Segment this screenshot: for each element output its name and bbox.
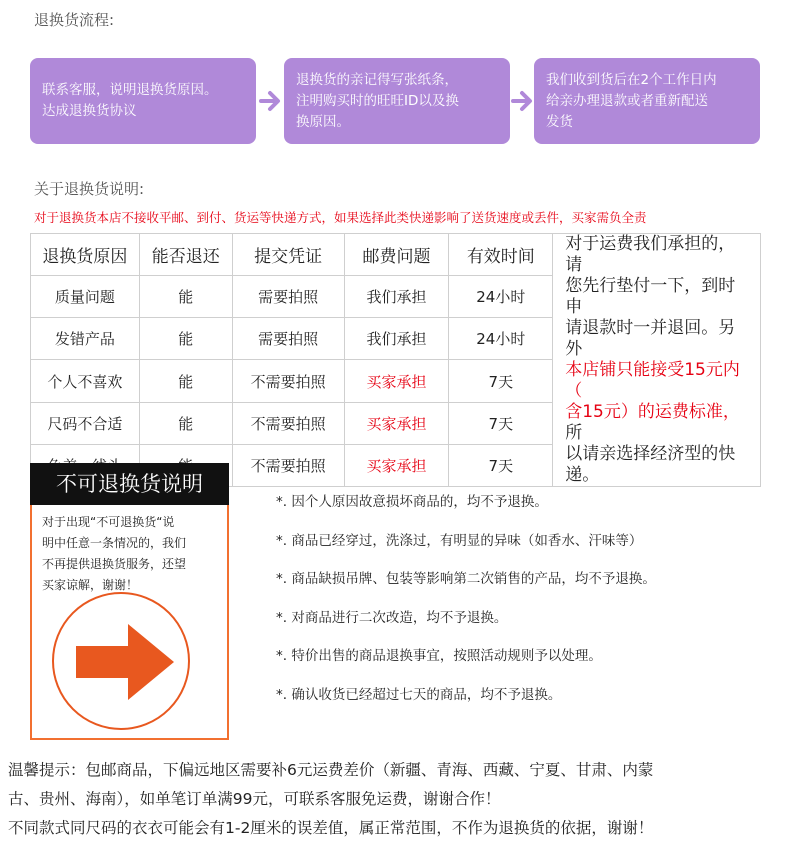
table-cell: 质量问题	[31, 276, 140, 318]
return-policy-table	[30, 233, 761, 487]
shipping-notice: 对于退换货本店不接收平邮、到付、货运等快递方式，如果选择此类快递影响了送货速度或丢件，买家需负全责	[34, 210, 647, 225]
table-cell: 能	[139, 360, 232, 402]
arrow-right-icon	[76, 624, 174, 700]
table-cell: 7天	[449, 444, 553, 486]
table-header: 有效时间	[449, 234, 553, 276]
flow-step-1	[30, 58, 256, 144]
flow-step-line: 退换货的亲记得写张纸条，	[296, 71, 458, 88]
table-header: 能否退还	[139, 234, 232, 276]
table-header-row	[31, 234, 761, 276]
table-cell: 尺码不合适	[31, 402, 140, 444]
tip-line: 古、贵州、海南），如单笔订单满99元，可联系客服免运费，谢谢合作！	[8, 790, 501, 808]
table-cell: 24小时	[449, 318, 553, 360]
flow-step-line: 给亲办理退款或者重新配送	[546, 92, 708, 109]
warm-tips	[8, 756, 786, 843]
table-cell: 24小时	[449, 276, 553, 318]
table-cell: 需要拍照	[232, 318, 344, 360]
flow-step-line: 联系客服，说明退换货原因。	[42, 82, 218, 98]
table-cell: 买家承担	[344, 444, 449, 486]
table-cell: 个人不喜欢	[31, 360, 140, 402]
table-cell: 买家承担	[344, 360, 449, 402]
tip-line: 不同款式同尺码的衣衣可能会有1-2厘米的误差值，属正常范围，不作为退换货的依据，谢谢！	[8, 819, 654, 837]
about-title: 关于退换货说明:	[34, 180, 145, 198]
table-header: 退换货原因	[31, 234, 140, 276]
table-cell: 能	[139, 402, 232, 444]
flow-step-line: 换原因。	[296, 113, 350, 130]
shipping-side-note: 对于运费我们承担的，请 您先行垫付一下，到时申 请退款时一并退回。另外 本店铺只能接受15元内（ 含15元）的运费标准，所 以请亲选择经济型的快递。	[553, 234, 761, 487]
flow-step-line: 注明购买时的旺旺ID以及换	[296, 92, 459, 109]
flow-title: 退换货流程:	[34, 11, 115, 29]
table-cell: 买家承担	[344, 402, 449, 444]
table-cell: 不需要拍照	[232, 402, 344, 444]
rule-item: *. 特价出售的商品退换事宜，按照活动规则予以处理。	[276, 648, 602, 664]
rule-item: *. 商品缺损吊牌、包装等影响第二次销售的产品，均不予退换。	[276, 571, 656, 587]
table-cell: 我们承担	[344, 318, 449, 360]
flow-step-2	[284, 58, 510, 144]
table-cell: 我们承担	[344, 276, 449, 318]
non-return-title: 不可退换货说明	[30, 463, 229, 505]
rule-item: *. 因个人原因故意损坏商品的，均不予退换。	[276, 494, 548, 510]
rule-item: *. 确认收货已经超过七天的商品，均不予退换。	[276, 686, 562, 703]
flow-step-3	[534, 58, 760, 144]
table-header: 邮费问题	[344, 234, 449, 276]
non-return-rules	[276, 490, 766, 721]
flow-step-line: 达成退换货协议	[42, 103, 137, 119]
flow-step-line: 发货	[546, 113, 573, 130]
table-cell: 7天	[449, 402, 553, 444]
non-return-description: 对于出现“不可退换货“说 明中任意一条情况的，我们 不再提供退换货服务，还望 买家谅解，谢谢！	[42, 515, 187, 592]
table-cell: 不需要拍照	[232, 360, 344, 402]
chevron-right-icon	[257, 88, 283, 114]
flow-step-line: 我们收到货后在2个工作日内	[546, 71, 717, 88]
table-cell: 7天	[449, 360, 553, 402]
table-cell: 能	[139, 276, 232, 318]
rule-item: *. 商品已经穿过，洗涤过，有明显的异味（如香水、汗味等）	[276, 532, 643, 549]
table-header: 提交凭证	[232, 234, 344, 276]
chevron-right-icon	[509, 88, 535, 114]
tip-line: 温馨提示：包邮商品，下偏远地区需要补6元运费差价（新疆、青海、西藏、宁夏、甘肃、内蒙	[8, 761, 654, 779]
table-cell: 不需要拍照	[232, 444, 344, 486]
rule-item: *. 对商品进行二次改造，均不予退换。	[276, 609, 508, 626]
table-cell: 需要拍照	[232, 276, 344, 318]
table-cell: 能	[139, 318, 232, 360]
table-cell: 发错产品	[31, 318, 140, 360]
